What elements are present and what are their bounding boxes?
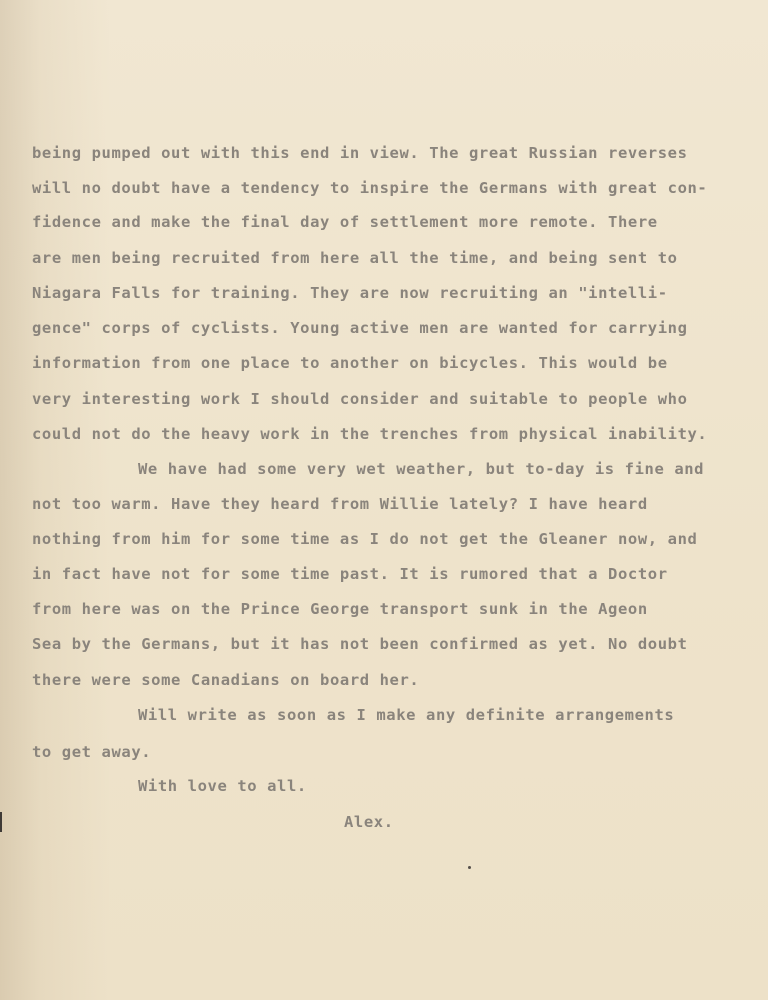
letter-line: information from one place to another on bicycles. This would be bbox=[32, 354, 668, 372]
letter-line: being pumped out with this end in view. The great Russian reverses bbox=[32, 144, 688, 162]
letter-line: are men being recruited from here all the time, and being sent to bbox=[32, 249, 678, 267]
ink-dot bbox=[468, 866, 471, 869]
letter-line: to get away. bbox=[32, 743, 152, 761]
letter-line: could not do the heavy work in the trenches from physical inability. bbox=[32, 425, 708, 443]
letter-line: nothing from him for some time as I do not get the Gleaner now, and bbox=[32, 530, 698, 548]
signature: Alex. bbox=[344, 813, 394, 831]
letter-line: from here was on the Prince George transport sunk in the Ageon bbox=[32, 600, 648, 618]
letter-line: gence" corps of cyclists. Young active men are wanted for carrying bbox=[32, 319, 688, 337]
letter-line: will no doubt have a tendency to inspire the Germans with great con- bbox=[32, 179, 708, 197]
letter-line: in fact have not for some time past. It is rumored that a Doctor bbox=[32, 565, 668, 583]
letter-line: there were some Canadians on board her. bbox=[32, 671, 420, 689]
letter-line: Will write as soon as I make any definite arrangements bbox=[138, 706, 675, 724]
letter-line: Niagara Falls for training. They are now recruiting an "intelli- bbox=[32, 284, 668, 302]
letter-line: fidence and make the final day of settlement more remote. There bbox=[32, 213, 658, 231]
letter-line: not too warm. Have they heard from Willie lately? I have heard bbox=[32, 495, 648, 513]
letter-line: very interesting work I should consider and suitable to people who bbox=[32, 390, 688, 408]
margin-mark bbox=[0, 812, 2, 832]
letter-line: We have had some very wet weather, but to-day is fine and bbox=[138, 460, 705, 478]
closing-line: With love to all. bbox=[138, 777, 307, 795]
letter-line: Sea by the Germans, but it has not been confirmed as yet. No doubt bbox=[32, 635, 688, 653]
